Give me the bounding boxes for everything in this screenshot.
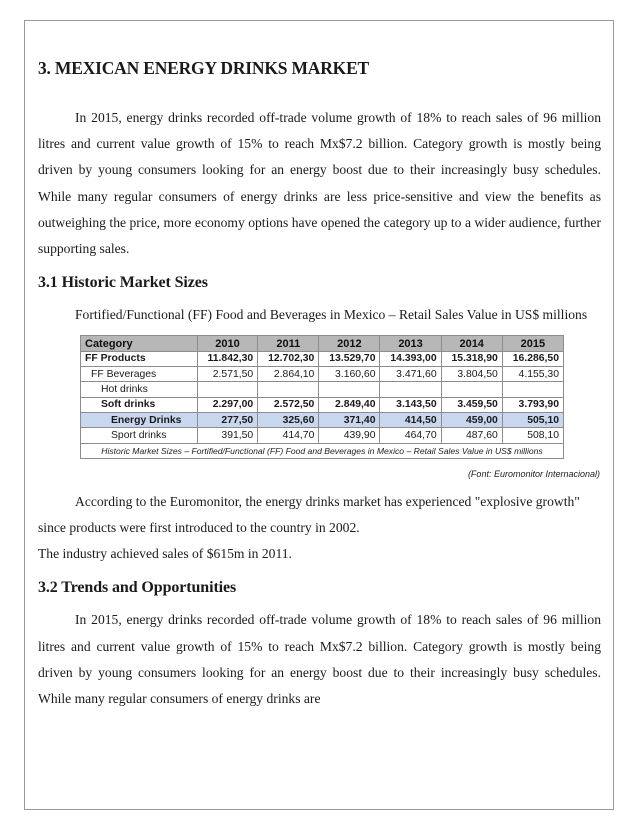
- table-cell: 4.155,30: [502, 367, 563, 382]
- table-cell: 14.393,00: [380, 351, 441, 366]
- table-cell: 12.702,30: [258, 351, 319, 366]
- intro-paragraph: In 2015, energy drinks recorded off-trade volume growth of 18% to reach sales of 96 million litres and current value growth of 15% to reach Mx$7.2 billion. Category growth is mostly being driven by young consumers looking for an energy boost due to their increasingly busy schedules. While many regular consumers of energy drinks are less price-sensitive and view the benefits as outweighing the price, more economy options have opened the category up to a wider audience, further supporting sales.: [38, 110, 601, 257]
- table-header-year: 2010: [197, 336, 257, 351]
- market-size-table-wrapper: [80, 335, 564, 458]
- table-cell: 325,60: [258, 412, 319, 427]
- table-cell: 414,70: [258, 428, 319, 443]
- table-cell: 2.571,50: [197, 367, 257, 382]
- table-cell: 487,60: [441, 428, 502, 443]
- table-cell: [258, 382, 319, 397]
- table-row: [81, 397, 564, 412]
- market-size-table: [80, 335, 564, 458]
- section-historic-title: 3.1 Historic Market Sizes: [38, 274, 208, 292]
- table-header-row: [81, 336, 564, 351]
- table-cell: 11.842,30: [197, 351, 257, 366]
- table-cell: 16.286,50: [502, 351, 563, 366]
- table-cell: 3.793,90: [502, 397, 563, 412]
- table-row-label: Energy Drinks: [81, 412, 198, 427]
- table-row: [81, 367, 564, 382]
- table-cell: 2.849,40: [319, 397, 380, 412]
- table-caption-row: [81, 443, 564, 458]
- section-historic-description: Fortified/Functional (FF) Food and Beverages in Mexico – Retail Sales Value in US$ millions: [75, 307, 588, 323]
- table-cell: 15.318,90: [441, 351, 502, 366]
- table-cell: 414,50: [380, 412, 441, 427]
- table-header-year: 2011: [258, 336, 319, 351]
- table-cell: 277,50: [197, 412, 257, 427]
- table-cell: [380, 382, 441, 397]
- table-cell: 505,10: [502, 412, 563, 427]
- table-header-year: 2015: [502, 336, 563, 351]
- table-cell: 459,00: [441, 412, 502, 427]
- table-row-label: Hot drinks: [81, 382, 198, 397]
- table-row: [81, 428, 564, 443]
- table-row-label: FF Products: [81, 351, 198, 366]
- table-row-highlighted: [81, 412, 564, 427]
- page-title: 3. MEXICAN ENERGY DRINKS MARKET: [38, 58, 370, 78]
- table-cell: 3.143,50: [380, 397, 441, 412]
- table-cell: 2.572,50: [258, 397, 319, 412]
- table-row-label: Soft drinks: [81, 397, 198, 412]
- table-header-year: 2014: [441, 336, 502, 351]
- table-cell: 2.297,00: [197, 397, 257, 412]
- sales-line: The industry achieved sales of $615m in 2011.: [38, 546, 292, 562]
- table-cell: [502, 382, 563, 397]
- table-cell: 3.471,60: [380, 367, 441, 382]
- table-cell: 371,40: [319, 412, 380, 427]
- table-header-year: 2013: [380, 336, 441, 351]
- table-row: [81, 351, 564, 366]
- table-cell: 2.864,10: [258, 367, 319, 382]
- table-header-year: 2012: [319, 336, 380, 351]
- table-row-label: FF Beverages: [81, 367, 198, 382]
- table-row-label: Sport drinks: [81, 428, 198, 443]
- table-cell: 508,10: [502, 428, 563, 443]
- table-cell: [197, 382, 257, 397]
- euromonitor-paragraph: According to the Euromonitor, the energy drinks market has experienced "explosive growth" since products were first introduced to the country in 2002.: [38, 493, 580, 535]
- table-cell: 439,90: [319, 428, 380, 443]
- table-cell: [441, 382, 502, 397]
- table-cell: 3.160,60: [319, 367, 380, 382]
- document-body: [38, 58, 601, 712]
- section-trends-title: 3.2 Trends and Opportunities: [38, 579, 237, 597]
- table-cell: 13.529,70: [319, 351, 380, 366]
- table-caption: Historic Market Sizes – Fortified/Functional (FF) Food and Beverages in Mexico – Retail Sales Value in US$ millions: [81, 443, 564, 458]
- table-row: [81, 382, 564, 397]
- table-cell: 3.459,50: [441, 397, 502, 412]
- table-cell: 464,70: [380, 428, 441, 443]
- table-header-category: Category: [81, 336, 198, 351]
- section-trends-paragraph: In 2015, energy drinks recorded off-trade volume growth of 18% to reach sales of 96 million litres and current value growth of 15% to reach Mx$7.2 billion. Category growth is mostly being driven by young consumers looking for an energy boost due to their increasingly busy schedules. While many regular consumers of energy drinks are: [38, 612, 601, 707]
- table-cell: [319, 382, 380, 397]
- table-cell: 3.804,50: [441, 367, 502, 382]
- table-cell: 391,50: [197, 428, 257, 443]
- table-source-note: (Font: Euromonitor Internacional): [467, 468, 600, 479]
